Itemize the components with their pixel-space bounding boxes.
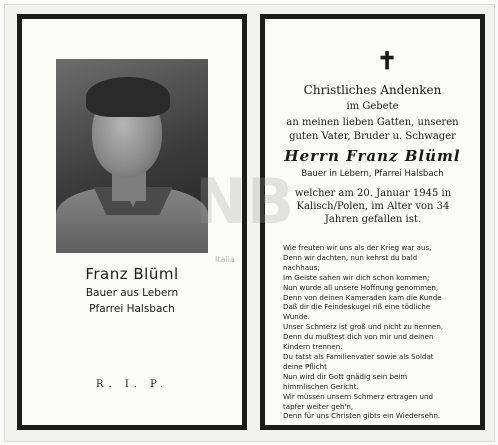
poem-line: tapfer weiter geh'n,: [283, 401, 354, 411]
poem-line: Nun wird dir Gott gnädig sein beim: [283, 371, 408, 381]
poem-line: Wie freuten wir uns als der Krieg war aus,: [283, 243, 432, 252]
poem-line: deine Pflicht: [283, 361, 327, 371]
poem-line: Daß dir die Feindeskugel riß eine tödliche: [283, 302, 431, 312]
residence: Bauer in Lebern, Pfarrei Halsbach: [301, 169, 444, 179]
portrait-photo: [56, 59, 208, 253]
hair: [86, 77, 170, 117]
deceased-title: Herrn Franz Blüml: [284, 147, 461, 165]
occupation: Bauer aus Lebern: [85, 287, 179, 299]
poem-line: nachhaus;: [283, 262, 320, 272]
heading: Christliches Andenken: [303, 83, 442, 97]
poem-line: Kindern trennen.: [283, 342, 343, 352]
deceased-name: Franz Blüml: [85, 265, 179, 283]
poem-line: himmlischen Gericht.: [283, 381, 359, 391]
poem-line: Wir müssen unsern Schmerz ertragen und: [283, 391, 434, 401]
poem-line: Unser Schmerz ist groß und nicht zu nennen,: [283, 322, 444, 332]
prayer-line: im Gebete: [346, 101, 399, 112]
cross-icon: ✝: [377, 46, 398, 75]
memorial-poem: [283, 243, 467, 421]
poem-line: Denn du mußtest dich von mir und deinen: [283, 332, 434, 342]
parish: Pfarrei Halsbach: [89, 303, 175, 315]
poem-line: Nun wurde all unsere Hoffnung genommen,: [283, 282, 439, 292]
poem-line: Denn von deinen Kameraden kam die Kunde: [283, 292, 442, 302]
death-notice: welcher am 20. Januar 1945 in Kalisch/Polen, im Alter von 34 Jahren gefallen ist.: [294, 188, 452, 225]
poem-line: Du tatst als Familienvater sowie als Soldat: [283, 351, 434, 361]
dedication-line-1: an meinen lieben Gatten, unseren: [286, 117, 459, 128]
poem-line: Im Geiste sahen wir dich schon kommen;: [283, 272, 430, 282]
dedication-line-2: guten Vater, Bruder u. Schwager: [289, 131, 456, 142]
watermark-text: Italia: [215, 255, 235, 264]
poem-line: Denn für uns Christen gibts ein Wiedersehn.: [283, 411, 441, 421]
poem-line: Denn wir dachten, nun kehrst du bald: [283, 252, 418, 262]
poem-line: Wunde.: [283, 312, 310, 322]
rip-text: R. I. P.: [95, 379, 169, 390]
watermark-logo: NB: [195, 165, 295, 238]
